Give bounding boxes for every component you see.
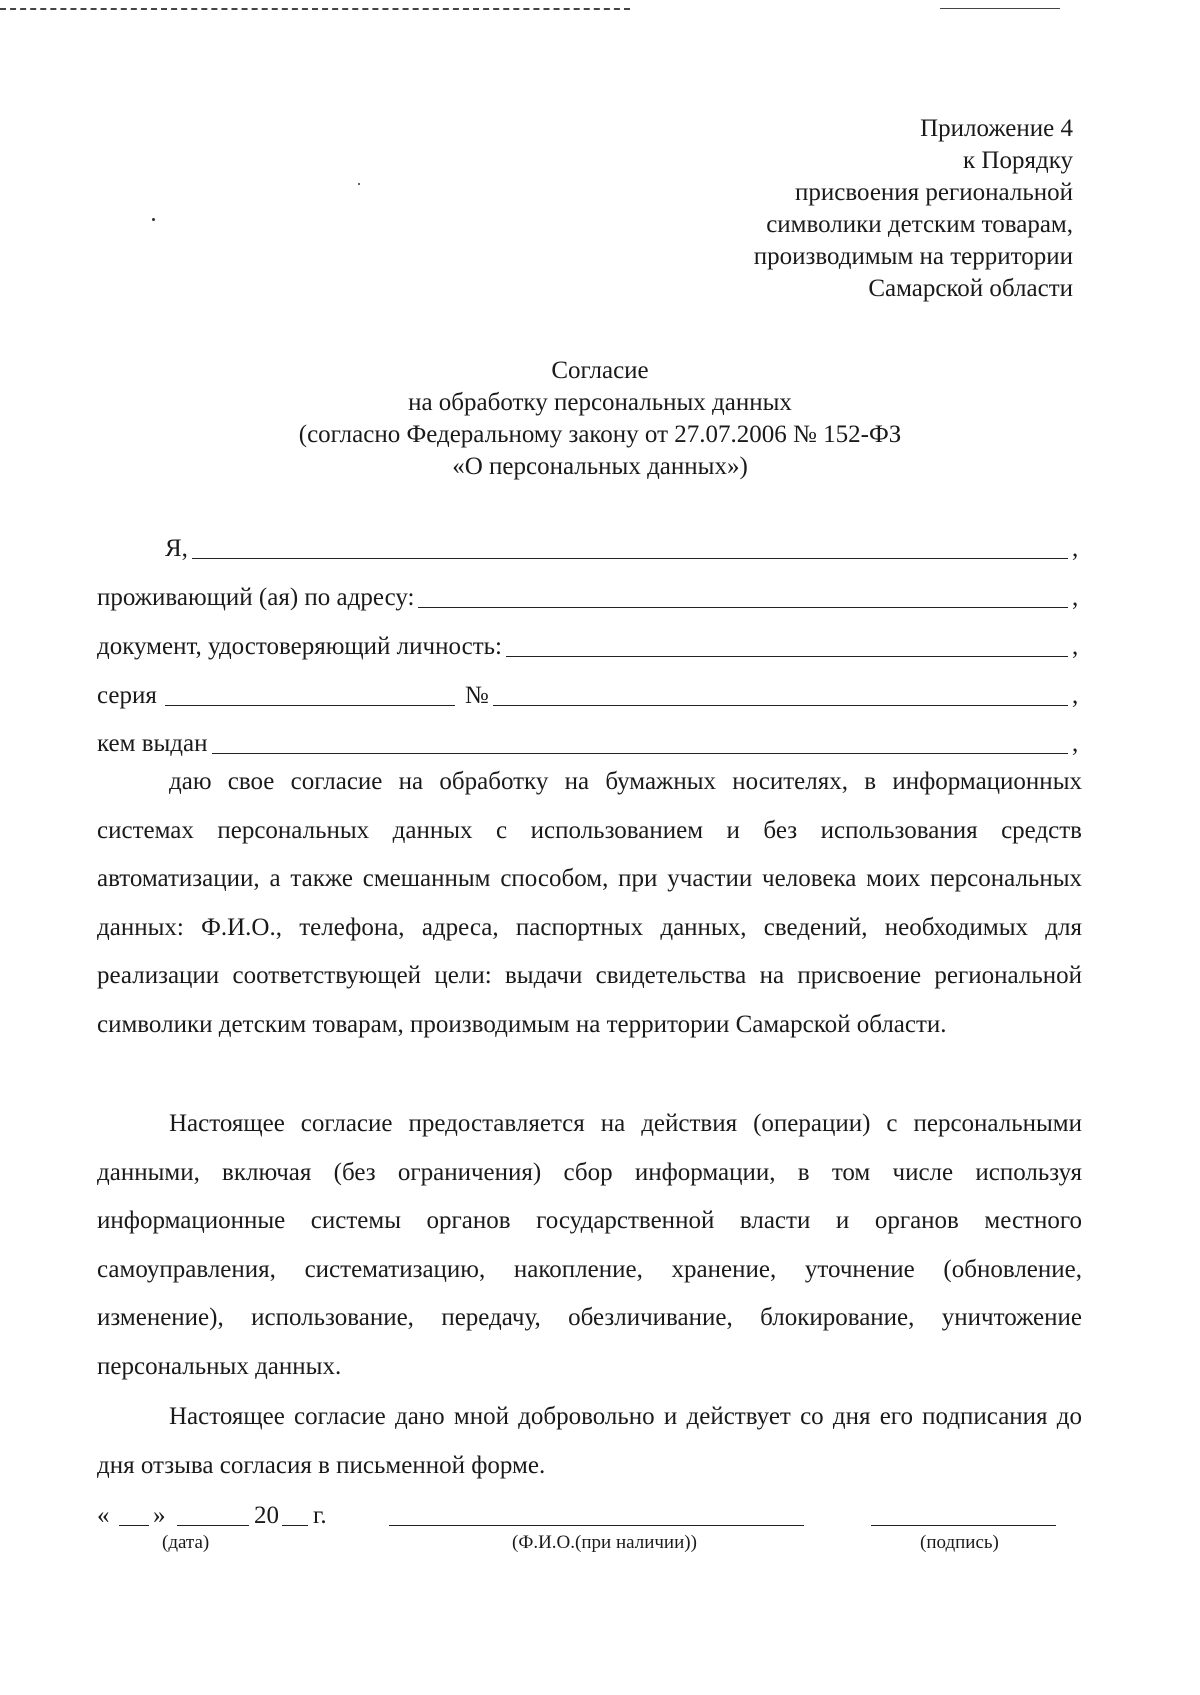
series-blank[interactable]	[165, 679, 455, 706]
address-blank[interactable]	[418, 581, 1068, 608]
date-signature-row	[97, 1496, 1082, 1530]
scan-artifact-dashes-right	[940, 8, 1060, 9]
year-prefix: 20	[254, 1502, 279, 1529]
number-blank[interactable]	[493, 679, 1068, 706]
issued-by-row	[97, 722, 1082, 758]
comma: ,	[1072, 584, 1079, 611]
appendix-line: производимым на территории	[753, 243, 1073, 270]
comma: ,	[1072, 633, 1079, 660]
address-field-row	[97, 576, 1082, 612]
title-line: на обработку персональных данных	[408, 389, 792, 416]
appendix-line: Самарской области	[868, 275, 1073, 302]
appendix-header	[754, 113, 1073, 305]
year-suffix: г.	[313, 1502, 327, 1529]
title-line: (согласно Федеральному закону от 27.07.2006 № 152-ФЗ	[298, 421, 902, 448]
document-label: документ, удостоверяющий личность:	[97, 633, 502, 660]
name-blank[interactable]	[192, 532, 1068, 559]
scan-speck	[358, 183, 360, 185]
name-field-row	[165, 527, 1082, 563]
date-caption: (дата)	[162, 1532, 210, 1553]
comma: ,	[1072, 535, 1079, 562]
issued-label: кем выдан	[97, 730, 208, 757]
issued-blank[interactable]	[212, 727, 1069, 754]
day-blank[interactable]	[119, 1525, 149, 1526]
fio-caption: (Ф.И.О.(при наличии))	[512, 1532, 697, 1553]
appendix-line: Приложение 4	[920, 115, 1073, 142]
comma: ,	[1072, 730, 1079, 757]
year-blank[interactable]	[282, 1525, 308, 1526]
name-label: Я,	[165, 535, 188, 562]
consent-paragraph-3: Настоящее согласие дано мной добровольно и действует со дня его подписания до дня отзыва согласия в письменной форме.	[97, 1403, 1082, 1479]
appendix-line: к Порядку	[963, 147, 1073, 174]
scan-speck	[152, 218, 155, 221]
series-label: серия	[97, 682, 157, 709]
document-title	[200, 355, 1000, 483]
number-label: №	[464, 682, 489, 709]
quote-close: »	[153, 1502, 166, 1529]
scan-artifact-dashes	[0, 8, 630, 10]
consent-paragraph-1: даю свое согласие на обработку на бумажных носителях, в информационных системах персональных данных с использованием и без использования средств автоматизации, а также смешанным способом, при участии человека моих персональных данных: Ф.И.О., телефона, адреса, паспортных данных, сведений, необходимых для реализации соответствующей цели: выдачи свидетельства на присвоение региональной символики детским товарам, производимым на территории Самарской области.	[97, 768, 1082, 1038]
signature-caption: (подпись)	[920, 1532, 999, 1553]
quote-open: «	[97, 1502, 110, 1529]
month-blank[interactable]	[177, 1525, 249, 1526]
appendix-line: присвоения региональной	[795, 179, 1073, 206]
title-line: Согласие	[551, 357, 649, 384]
document-field-row	[97, 625, 1082, 661]
address-label: проживающий (ая) по адресу:	[97, 584, 415, 611]
comma: ,	[1072, 682, 1079, 709]
document-blank[interactable]	[506, 630, 1068, 657]
signature-blank[interactable]	[871, 1525, 1056, 1526]
title-line: «О персональных данных»)	[452, 453, 748, 480]
series-number-row	[97, 674, 1082, 710]
consent-paragraph-2: Настоящее согласие предоставляется на действия (операции) с персональными данными, включая (без ограничения) сбор информации, в том числе используя информационные системы органов государственной власти и органов местного самоуправления, систематизацию, накопление, хранение, уточнение (обновление, изменение), использование, передачу, обезличивание, блокирование, уничтожение персональных данных.	[97, 1110, 1082, 1380]
appendix-line: символики детским товарам,	[766, 211, 1073, 238]
fio-blank[interactable]	[389, 1525, 804, 1526]
